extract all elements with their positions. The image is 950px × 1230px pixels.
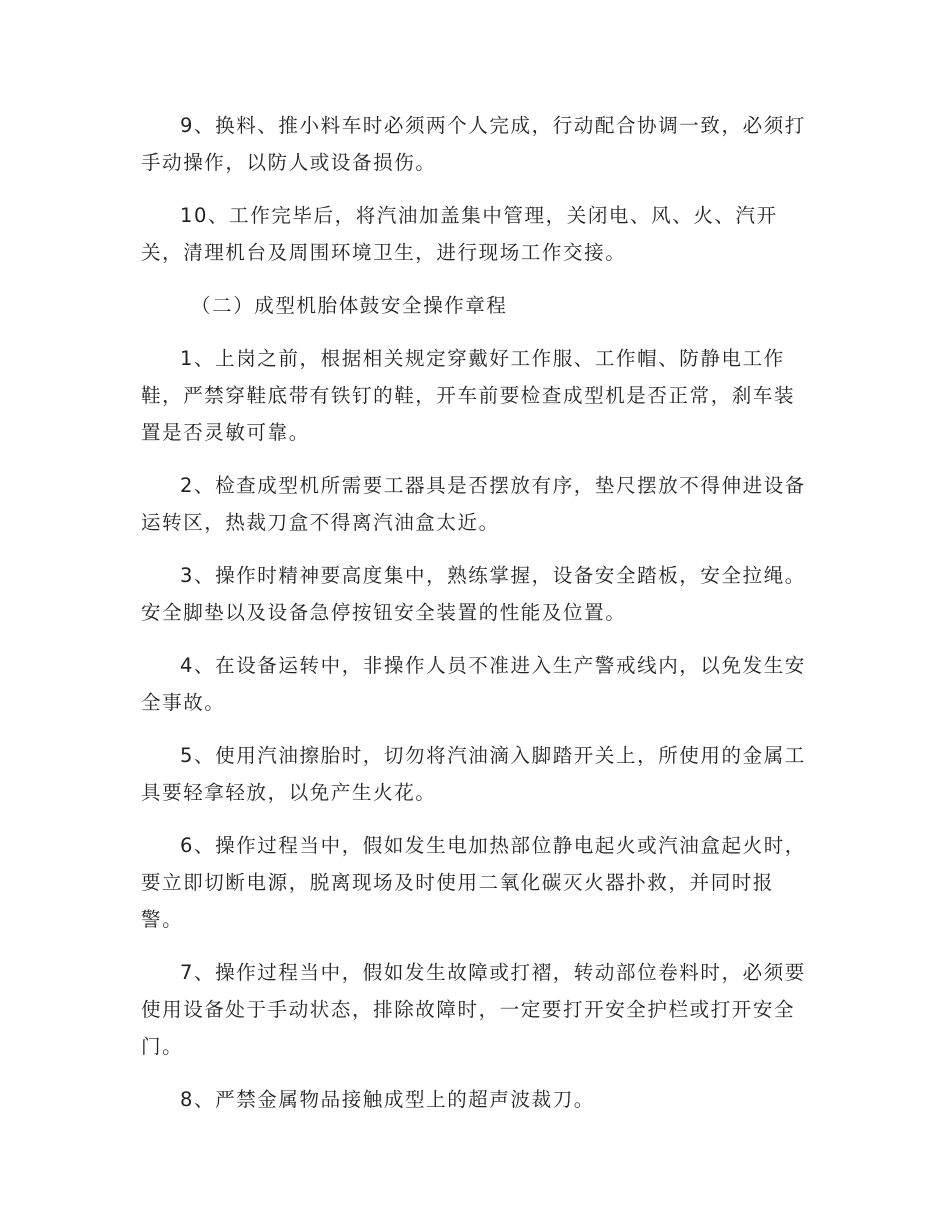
section-heading: （二）成型机胎体鼓安全操作章程 — [191, 294, 508, 317]
paragraph-rule-4: 4、在设备运转中，非操作人员不准进入生产警戒线内，以免发生安全事故。 — [141, 654, 806, 714]
paragraph-item-10: 10、工作完毕后，将汽油加盖集中管理，关闭电、风、火、汽开关，清理机台及周围环境卫生，进行现场工作交接。 — [141, 204, 778, 264]
paragraph-rule-6: 6、操作过程当中，假如发生电加热部位静电起火或汽油盒起火时，要立即切断电源，脱离现场及时使用二氧化碳灭火器扑救，并同时报警。 — [141, 834, 806, 931]
paragraph-rule-2: 2、检查成型机所需要工器具是否摆放有序，垫尺摆放不得伸进设备运转区，热裁刀盒不得离汽油盒太近。 — [141, 474, 806, 534]
paragraph-rule-3: 3、操作时精神要高度集中，熟练掌握，设备安全踏板，安全拉绳。安全脚垫以及设备急停按钮安全装置的性能及位置。 — [141, 564, 806, 624]
document-page — [141, 107, 809, 1118]
paragraph-rule-5: 5、使用汽油擦胎时，切勿将汽油滴入脚踏开关上，所使用的金属工具要轻拿轻放，以免产生火花。 — [141, 744, 806, 804]
paragraph-rule-1: 1、上岗之前，根据相关规定穿戴好工作服、工作帽、防静电工作鞋，严禁穿鞋底带有铁钉的鞋，开车前要检查成型机是否正常，刹车装置是否灵敏可靠。 — [141, 347, 796, 444]
paragraph-rule-8: 8、严禁金属物品接触成型上的超声波裁刀。 — [180, 1088, 595, 1111]
paragraph-item-9: 9、换料、推小料车时必须两个人完成，行动配合协调一致，必须打手动操作，以防人或设备损伤。 — [141, 114, 806, 174]
paragraph-rule-7: 7、操作过程当中，假如发生故障或打褶，转动部位卷料时，必须要使用设备处于手动状态，排除故障时，一定要打开安全护栏或打开安全门。 — [141, 961, 806, 1058]
